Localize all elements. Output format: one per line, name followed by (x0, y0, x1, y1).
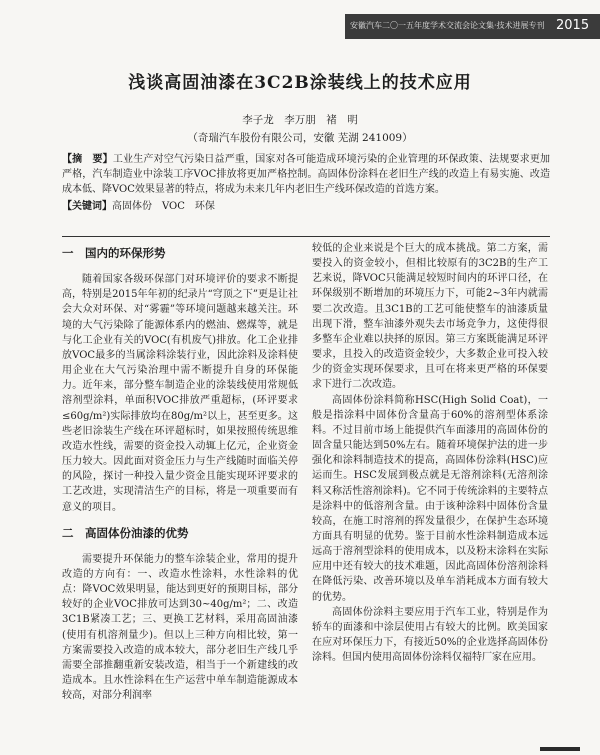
abstract-paragraph (62, 152, 550, 198)
section-heading-1: 一 国内的环保形势 (62, 246, 166, 260)
right-paragraph-3: 高固体份涂料主要应用于汽车工业，特别是作为轿车的面漆和中涂层使用占有较大的比例。欧美国家在应对环保压力下，有接近50%的企业选择高固体份涂料。但国内使用高固体份涂料仅福特厂家在应用。 (312, 606, 548, 664)
section-2-paragraph: 需要提升环保能力的整车涂装企业，常用的提升改造的方向有：一、改造水性涂料，水性涂料的优点：降VOC效果明显，能达到更好的预期目标，部分较好的企业VOC排放可达到30~40g/m²；二、改造3C1B紧凑工艺；三、更换工艺材料，采用高固油漆(使用有机溶剂量少)。但以上三种方向相比较，第一方案需要投入改造的成本较大，部分老旧生产线几乎需要全部推翻重新安装改造，相当于一个新建线的改造成本。且水性涂料在生产运营中单车制造能源成本较高，对部分利润率 (62, 553, 298, 702)
keywords-label: 【关键词】 (62, 200, 112, 212)
right-paragraph-2: 高固体份涂料简称HSC(High Solid Coat)，一般是指涂料中固体份含量高于60%的溶剂型体系涂料。不过目前市场上能提供汽车面漆用的高固体份的固含量只能达到50%左右。随着环境保护法的进一步强化和涂料制造技术的提高，高固体份涂料(HSC)应运而生。HSC发展到极点就是无溶剂涂料(无溶剂涂料又称活性溶剂涂料)。它不同于传统涂料的主要特点是涂料中的低溶剂含量。由于该种涂料中固体份含量较高，在施工时溶剂的挥发量很少，在保护生态环境方面具有明显的优势。鉴于目前水性涂料制造成本远远高于溶剂型涂料的使用成本，以及粉末涂料在实际应用中还有较大的技术难题，因此高固体份溶剂涂料在降低污染、改善环境以及单车消耗成本方面有较大的优势。 (312, 394, 548, 603)
left-column (62, 240, 298, 703)
abstract-label: 【摘 要】 (62, 154, 113, 165)
journal-year: 2015 (556, 18, 590, 33)
abstract-text: 工业生产对空气污染日益严重，国家对各可能造成环境污染的企业管理的环保政策、法规要求更加严格，汽车制造业中涂装工序VOC排放将更加严格控制。高固体份涂料在老旧生产线的改造上有易实施、改造成本低、降VOC效果显著的特点，将成为未来几年内老旧生产线环保改造的首选方案。 (62, 154, 551, 196)
article-affiliation: （奇瑞汽车股份有限公司，安徽 芜湖 241009） (187, 132, 413, 144)
keywords-text: 高固体份 VOC 环保 (112, 200, 215, 212)
page-footer-mark (540, 747, 580, 751)
keywords-line (62, 199, 550, 214)
article-authors: 李子龙 李万朋 褚 明 (242, 114, 358, 126)
article-title: 浅谈高固油漆在3C2B涂装线上的技术应用 (128, 73, 472, 93)
right-column (312, 241, 548, 665)
right-paragraph-1: 较低的企业来说是个巨大的成本挑战。第二方案，需要投入的资金较小，但相比较原有的3C2B的生产工艺来说，降VOC只能满足较短时间内的环评口径，在环保级别不断增加的环境压力下，可能2~3年内就需要二次改造。且3C1B的工艺可能使整车的油漆质量出现下滑，整车油漆外观失去市场竞争力，这使得很多整车企业难以抉择的原因。第三方案既能满足环评要求，且投入的改造资金较少，大多数企业可投入较少的资金实现环保要求，且可在将来更严格的环保要求下进行二次改造。 (312, 243, 548, 391)
section-1-paragraph: 随着国家各级环保部门对环境评价的要求不断提高，特别是2015年年初的纪录片“穹顶之下”更是让社会大众对环保、对“雾霾”等环境问题越来越关注。环境的大气污染除了能源体系内的燃油、燃煤等，就是与化工企业有关的VOC(有机废气)排放。化工企业排放VOC最多的当属涂料涂装行业，因此涂料及涂料使用企业在大气污染治理中需不断提升自身的环保能力。近年来，部分整车制造企业的涂装线使用常规低溶剂型涂料，单面积VOC排放严重超标，(环评要求≤60g/m²)实际排放均在80g/m²以上，甚至更多。这些老旧涂装生产线在环评超标时，如果按照传统思维改造水性线，需要的资金投入动辄上亿元，企业资金压力较大。因此面对资金压力与生产线随时面临关停的风险，探讨一种投入量少资金且能实现环评要求的工艺改进，实现清洁生产的目标，将是一项重要而有意义的项目。 (62, 274, 298, 513)
journal-header-text: 安徽汽车二〇一五年度学术交流会论文集·技术进展专刊 (350, 21, 545, 30)
abstract-divider (62, 236, 550, 237)
abstract-block (62, 152, 550, 214)
section-heading-2: 二 高固体份油漆的优势 (62, 525, 189, 540)
